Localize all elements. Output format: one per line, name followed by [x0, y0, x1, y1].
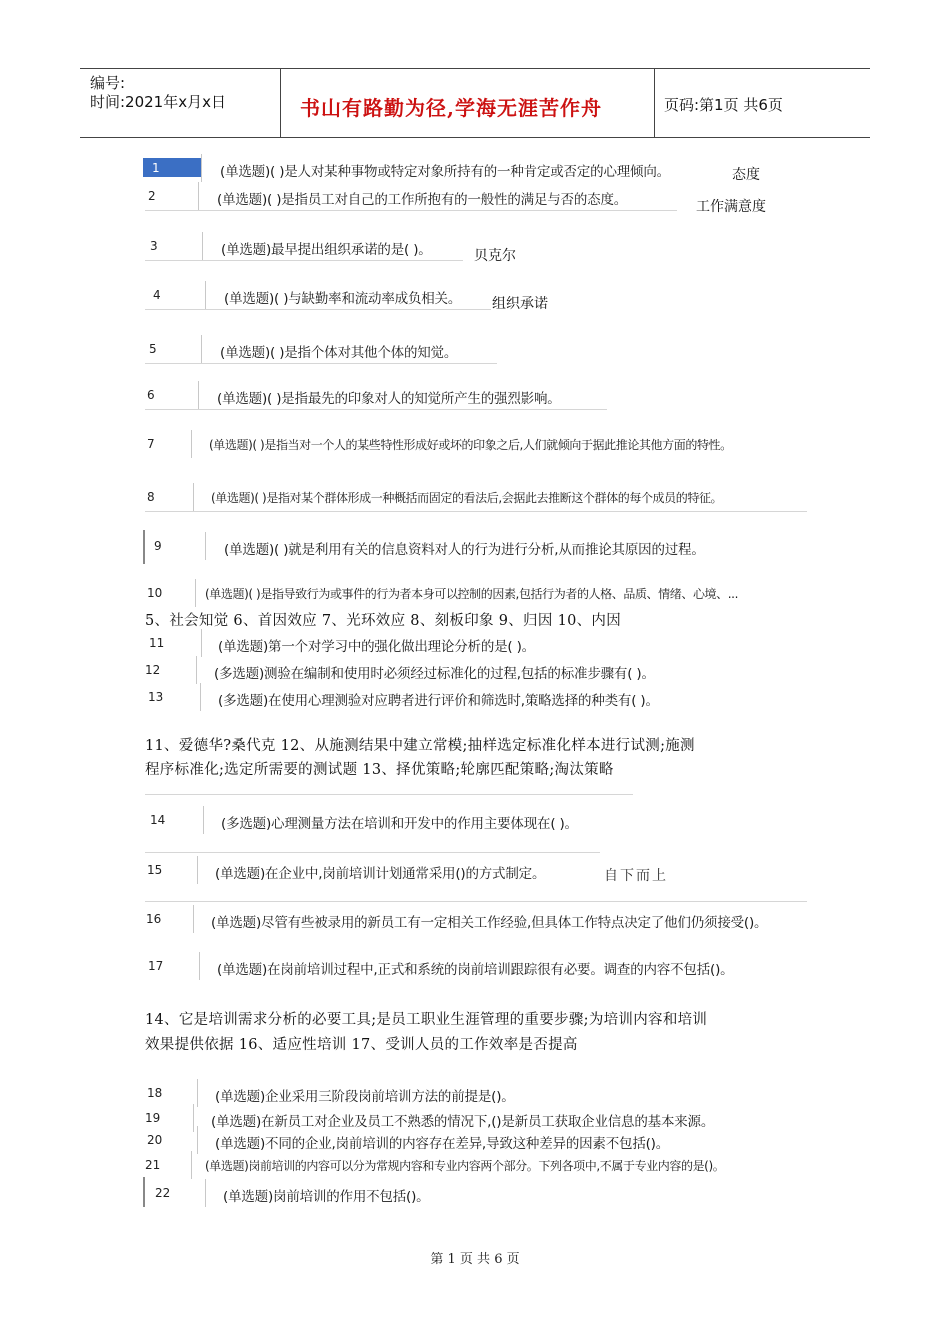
question-text: (单选题)尽管有些被录用的新员工有一定相关工作经验,但具体工作特点决定了他们仍须接受()。: [211, 915, 768, 931]
answer-line: 效果提供依据 16、适应性培训 17、受训人员的工作效率是否提高: [145, 1037, 578, 1053]
question-text: (单选题)( )就是利用有关的信息资料对人的行为进行分析,从而推论其原因的过程。: [224, 542, 705, 558]
question-text: (单选题)( )是指当对一个人的某些特性形成好或坏的印象之后,人们就倾向于据此推论其他方面的特性。: [209, 438, 732, 452]
question-text: (单选题)在新员工对企业及员工不熟悉的情况下,()是新员工获取企业信息的基本来源。: [211, 1114, 715, 1130]
question-text: (单选题)( )是人对某种事物或特定对象所持有的一种肯定或否定的心理倾向。: [220, 164, 670, 180]
question-number: 16: [146, 912, 162, 926]
answer-line: 11、爱德华?桑代克 12、从施测结果中建立常模;抽样选定标准化样本进行试测;施测: [145, 738, 695, 754]
question-number: 19: [145, 1111, 161, 1125]
question-text: (单选题)岗前培训的作用不包括()。: [223, 1189, 430, 1205]
question-text: (单选题)最早提出组织承诺的是( )。: [221, 242, 432, 258]
question-number: 7: [147, 437, 155, 451]
answer-note: 态度: [732, 167, 760, 183]
date-label: 时间:2021年x月x日: [90, 93, 226, 111]
row-divider: [201, 154, 202, 182]
answer-note: 贝克尔: [474, 248, 516, 264]
row-divider: [198, 381, 199, 409]
row-divider: [197, 1126, 198, 1154]
question-number: 15: [147, 863, 163, 877]
row-divider: [191, 1151, 192, 1179]
page-footer: 第 1 页 共 6 页: [430, 1252, 520, 1267]
question-number: 9: [154, 539, 162, 553]
row-divider: [200, 683, 201, 711]
row-divider: [193, 905, 194, 933]
row-marker: [143, 530, 145, 564]
motto: 书山有路勤为径,学海无涯苦作舟: [300, 96, 602, 120]
row-divider: [197, 856, 198, 884]
answer-note: 组织承诺: [492, 296, 548, 312]
question-text: (单选题)( )是指最先的印象对人的知觉所产生的强烈影响。: [217, 391, 561, 407]
question-number: 5: [149, 342, 157, 356]
question-text: (单选题)在岗前培训过程中,正式和系统的岗前培训跟踪很有必要。调查的内容不包括()。: [217, 962, 734, 978]
question-text: (单选题)在企业中,岗前培训计划通常采用()的方式制定。: [215, 866, 546, 882]
number-label: 编号:: [90, 74, 126, 92]
question-text: (单选题)第一个对学习中的强化做出理论分析的是( )。: [218, 639, 535, 655]
header-divider: [654, 69, 655, 137]
row-divider: [197, 1079, 198, 1107]
question-text: (单选题)( )是指个体对其他个体的知觉。: [220, 345, 458, 361]
row-divider: [199, 952, 200, 980]
question-text: (单选题)岗前培训的内容可以分为常规内容和专业内容两个部分。下列各项中,不属于专业内容的是()。: [205, 1159, 725, 1173]
answer-note: 工作满意度: [696, 199, 766, 215]
question-number: 4: [153, 288, 161, 302]
question-text: (单选题)( )是指导致行为或事件的行为者本身可以控制的因素,包括行为者的人格、品质、情绪、心境、...: [205, 587, 739, 601]
row-underline: [145, 309, 491, 310]
row-divider: [191, 430, 192, 458]
page-info: 页码:第1页 共6页: [664, 96, 783, 114]
question-text: (单选题)不同的企业,岗前培训的内容存在差异,导致这种差异的因素不包括()。: [215, 1136, 670, 1152]
question-number: 17: [148, 959, 164, 973]
question-text: (多选题)在使用心理测验对应聘者进行评价和筛选时,策略选择的种类有( )。: [218, 693, 659, 709]
row-underline: [145, 852, 600, 853]
question-text: (单选题)( )是指对某个群体形成一种概括而固定的看法后,会据此去推断这个群体的每个成员的特征。: [211, 491, 723, 505]
row-marker: [143, 1177, 145, 1207]
question-number: 8: [147, 490, 155, 504]
row-underline: [145, 901, 807, 902]
question-number: 1: [152, 161, 160, 175]
question-number: 3: [150, 239, 158, 253]
question-text: (多选题)心理测量方法在培训和开发中的作用主要体现在( )。: [221, 816, 578, 832]
question-number: 11: [149, 636, 165, 650]
question-number: 13: [148, 690, 164, 704]
row-divider: [205, 1179, 206, 1207]
question-text: (多选题)测验在编制和使用时必须经过标准化的过程,包括的标准步骤有( )。: [214, 666, 655, 682]
question-number: 6: [147, 388, 155, 402]
question-text: (单选题)企业采用三阶段岗前培训方法的前提是()。: [215, 1089, 515, 1105]
question-number: 12: [145, 663, 161, 677]
question-text: (单选题)( )是指员工对自己的工作所抱有的一般性的满足与否的态度。: [217, 192, 628, 208]
question-number: 22: [155, 1186, 171, 1200]
row-divider: [201, 335, 202, 363]
question-number: 2: [148, 189, 156, 203]
row-divider: [205, 532, 206, 560]
row-underline: [145, 409, 607, 410]
row-divider: [205, 281, 206, 309]
row-divider: [193, 483, 194, 511]
row-divider: [196, 656, 197, 684]
row-divider: [193, 1104, 194, 1132]
answer-line: 程序标准化;选定所需要的测试题 13、择优策略;轮廓匹配策略;淘汰策略: [145, 762, 614, 778]
header-divider: [280, 69, 281, 137]
question-number: 21: [145, 1158, 161, 1172]
row-divider: [195, 579, 196, 607]
answer-line: 14、它是培训需求分析的必要工具;是员工职业生涯管理的重要步骤;为培训内容和培训: [145, 1012, 708, 1028]
row-divider: [203, 806, 204, 834]
answer-note: 自下而上: [604, 868, 668, 884]
row-underline: [145, 363, 497, 364]
question-number: 10: [147, 586, 163, 600]
row-underline: [145, 210, 677, 211]
row-divider: [198, 182, 199, 210]
row-underline: [145, 260, 463, 261]
question-number: 14: [150, 813, 166, 827]
answer-line: 5、社会知觉 6、首因效应 7、光环效应 8、刻板印象 9、归因 10、内因: [145, 613, 622, 629]
row-underline: [145, 511, 807, 512]
question-text: (单选题)( )与缺勤率和流动率成负相关。: [224, 291, 462, 307]
question-number: 18: [147, 1086, 163, 1100]
question-number: 20: [147, 1133, 163, 1147]
row-underline: [145, 794, 633, 795]
row-divider: [201, 629, 202, 657]
row-divider: [202, 232, 203, 260]
